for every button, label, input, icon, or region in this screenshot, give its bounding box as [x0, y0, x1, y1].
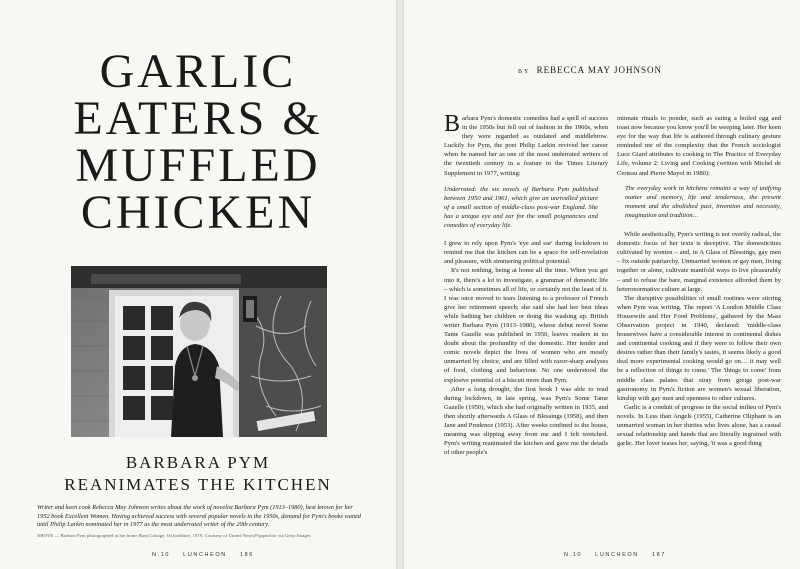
issue-number: N.10 [152, 552, 171, 558]
subhead-line: BARBARA PYM [125, 453, 271, 472]
issue-number: N.10 [564, 552, 583, 558]
magazine-name: LUNCHEON [183, 552, 227, 558]
spine-gutter [396, 0, 404, 569]
text-column-1 [444, 111, 608, 457]
opening-text: arbara Pym's domestic comedies had a spell of success in the 1950s but fell out of fashion in the 1960s, when they were regarded as outdated and middlebrow. Luckily for Pym, the poet Philip Larkin revived her career when he named her as one of the most underrated writers of the twentieth century in a feature in the Times Literary Supplement in 1977, writing: [444, 115, 608, 177]
author-photo [71, 266, 327, 437]
magazine-name: LUNCHEON [595, 552, 639, 558]
folio-left [152, 552, 264, 558]
headline-line: GARLIC [99, 45, 297, 98]
right-page [404, 0, 800, 569]
photo-caption: ABOVE — Barbara Pym photographed at her home Barn Cottage, Oxfordshire, 1979. Courtesy of United News/Popperfoto via Getty Images [37, 533, 311, 538]
subhead-line: REANIMATES THE KITCHEN [64, 475, 332, 494]
block-quote: Underrated: the six novels of Barbara Pym published between 1950 and 1961, which give an unrivalled picture of a small section of middle-class post-war England. She has a unique eye and ear for the small poignancies and comedies of everyday life. [444, 185, 598, 230]
left-page [0, 0, 396, 569]
paragraph: intimate rituals to ponder, such as eating a boiled egg and toast now because you know you'll be weeping later. Her keen eye for the way that life is authored through culinary gesture reminded me of the complexity that the French sociologist Luce Giard attributes to cooking in The Practice of Everyday Life, volume 2: Living and Cooking (written with Michel de Certeau and Pierre Mayol in 1980): [617, 115, 781, 177]
block-quote: The everyday work in kitchens remains a way of unifying matter and memory, life and tenderness, the present moment and the abolished past, invention and necessity, imagination and tradition… [625, 184, 781, 219]
drop-cap: B [444, 111, 461, 137]
byline-prefix: BY [518, 69, 531, 75]
byline [518, 65, 778, 75]
author-name: REBECCA MAY JOHNSON [536, 65, 662, 75]
text-column-2 [617, 114, 781, 448]
headline-line: EATERS & [73, 92, 323, 145]
standfirst: Writer and keen cook Rebecca May Johnson writes about the work of novelist Barbara Pym (1913–1980), best known for her 1952 book Excellent Women. Having achieved success with several popular novels in the 1950s, demand for Pym's books waned until Philip Larkin nominated her in 1977 as the most underrated writer of the 20th century. [37, 504, 361, 529]
paragraph: After a long drought, the first book I was able to read during lockdown, in late spring, was Pym's Some Tame Gazelle (1950), which she had originally written in 1935, and then shortly afterwards A Glass of Blessings (1958), and then Jane and Prudence (1953). After weeks confined to the house, meaning was slipping away from me and I felt wretched. Pym's writing reanimated the kitchen and gave me the details of other people's [444, 385, 608, 457]
folio-right [564, 552, 676, 558]
subheadline [0, 452, 396, 496]
paragraph: The disruptive possibilities of small routines were stirring when Pym was writing. The report 'A London Middle Class Housewife and Her Food Problems', gathered by the Mass Observation project in 1940, declared: 'middle-class housewives have a considerable interest in continental dishes and continental cooking and if they were to follow their own desires rather than their family's tastes, it seems likely a good deal more experimental cooking would go on… it may well be a reflection of things to come.' The 'things to come' from middle class palates that stray from greige post-war gastronomy in Pym's fiction are women's sexual liberation, kinship with gay men and openness to other cultures. [617, 294, 781, 402]
paragraph [444, 111, 608, 178]
paragraph: While aesthetically, Pym's writing is not overtly radical, the domestic focus of her texts is deceptive. The domesticities cultivated by women – and, in A Glass of Blessings, gay men – fix outside patriarchy. Unmarried women or gay men, living together or alone, cultivate manifold ways to live pleasurably – and to refuse the bare, marginal existence afforded them by heteronormative culture at large. [617, 231, 781, 293]
headline-line: CHICKEN [80, 186, 316, 239]
headline-line: MUFFLED [75, 139, 321, 192]
page-number: 186 [239, 552, 254, 558]
paragraph: Garlic is a conduit of progress in the social milieu of Pym's novels. In Less than Angels (1955), Catherine Oliphant is an unmarried woman in her thirties who lives alone, has a casual sexual relationship and hands that are literally ingrained with garlic. Her lover teases her, saying, 'it was a good thing [617, 403, 781, 448]
page-number: 187 [651, 552, 666, 558]
headline [0, 45, 396, 239]
paragraph: I grew to rely upon Pym's 'eye and ear' during lockdown to remind me that the kitchen can be a space for self-revelation and pleasure, with simmering political potential. [444, 240, 608, 266]
paragraph: It's not nothing, being at home all the time. When you get into it, there's a lot to investigate, a grammar of domestic life – which is sometimes all of life, or certainly not the least of it. I was once moved to tears listening to a professor of French give her retirement speech; she said she had her best ideas while bathing her children or doing the washing up. British writer Barbara Pym (1913–1980), whose debut novel Some Tame Gazelle was published in 1950, leaves readers in no doubt about the profundity of the domestic. Her tender and comic novels depict the lives of women who are mostly unmarried by choice, and are filled with razor-sharp analyses of food, clothing and behaviour. No one understood the explosive potential of a biscuit more than Pym. [444, 267, 608, 384]
